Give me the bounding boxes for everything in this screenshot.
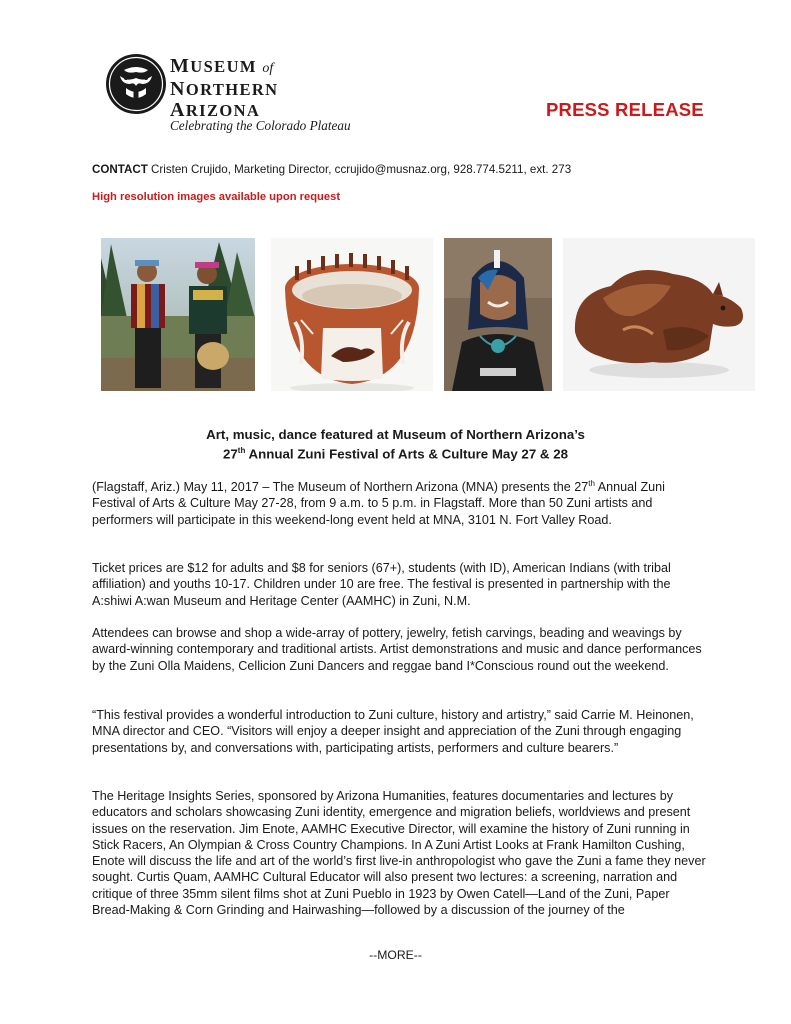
paragraph-4: “This festival provides a wonderful introduction to Zuni culture, history and artistry,” said Carrie M. Heinonen, MNA director and CEO. “Visitors will enjoy a deeper insight and appreciation of the Zuni through engaging presentations by, and conversations with, participating artists, performers and culture bearers.” — [92, 708, 694, 755]
logo-tagline: Celebrating the Colorado Plateau — [170, 118, 351, 133]
contact-label: CONTACT — [92, 163, 148, 176]
zuni-fetish-carving-photo — [563, 238, 755, 391]
logo-line-arizona: ARIZONA — [170, 99, 261, 121]
museum-logo — [104, 52, 364, 136]
logo-wordmark — [170, 56, 279, 121]
pottery-bowl-icon — [271, 238, 433, 391]
press-release-title: PRESS RELEASE — [546, 99, 704, 120]
press-headline — [0, 427, 791, 462]
more-indicator: --MORE-- — [369, 948, 422, 962]
contact-line — [92, 163, 571, 176]
contact-details: Cristen Crujido, Marketing Director, ccrujido@musnaz.org, 928.774.5211, ext. 273 — [147, 163, 572, 176]
zuni-girl-portrait-photo — [444, 238, 552, 391]
headline-line-1: Art, music, dance featured at Museum of Northern Arizona’s — [206, 427, 585, 442]
girl-portrait-icon — [444, 238, 552, 391]
paragraph-5: The Heritage Insights Series, sponsored by Arizona Humanities, features documentaries and lectures by educators and scholars showcasing Zuni identity, emergence and migration beliefs, worldviews and present issues on the reservation. Jim Enote, AAMHC Executive Director, will examine the history of Zuni running in Stick Racers, An Olympian & Cross Country Champions. In A Zuni Artist Looks at Frank Hamilton Cushing, Enote will discuss the life and art of the world’s first live-in anthropologist who gave the Zuni a fame they never sought. Curtis Quam, AAMHC Cultural Educator will also present two lectures: a screening, narration and critique of three 35mm silent films shot at Zuni Pueblo in 1923 by Owen Catell—Land of the Zuni, Paper Bread-Making & Corn Grinding and Hairwashing—followed by a discussion of the journey of the — [92, 789, 706, 918]
headline-line-2: 27th Annual Zuni Festival of Arts & Culture May 27 & 28 — [223, 446, 568, 462]
fetish-carving-icon — [563, 238, 755, 391]
logo-line-northern: NORTHERN — [170, 78, 279, 100]
images-available-note: High resolution images available upon request — [92, 191, 341, 203]
zuni-pottery-bowl-photo — [271, 238, 433, 391]
zuni-performers-photo — [101, 238, 255, 391]
paragraph-3: Attendees can browse and shop a wide-array of pottery, jewelry, fetish carvings, beading and weavings by award-winning contemporary and traditional artists. Artist demonstrations and music and dance performances by the Zuni Olla Maidens, Cellicion Zuni Dancers and reggae band I*Conscious round out the weekend. — [92, 626, 702, 673]
performers-photo-icon — [101, 238, 255, 391]
paragraph-2: Ticket prices are $12 for adults and $8 for seniors (67+), students (with ID), American Indians (with tribal affiliation) and youths 10-17. Children under 10 are free. The festival is presented in partnership with the A:shiwi A:wan Museum and Heritage Center (AAMHC) in Zuni, N.M. — [92, 561, 671, 608]
logo-line-museum: MUSEUM of — [170, 55, 274, 77]
paragraph-1: (Flagstaff, Ariz.) May 11, 2017 – The Museum of Northern Arizona (MNA) presents the 27th Annual Zuni Festival of Arts & Culture May 27-28, from 9 a.m. to 5 p.m. in Flagstaff. More than 50 Zuni artists and performers will participate in this weekend-long event held at MNA, 3101 N. Fort Valley Road. — [92, 478, 665, 527]
museum-emblem-icon — [104, 52, 168, 116]
